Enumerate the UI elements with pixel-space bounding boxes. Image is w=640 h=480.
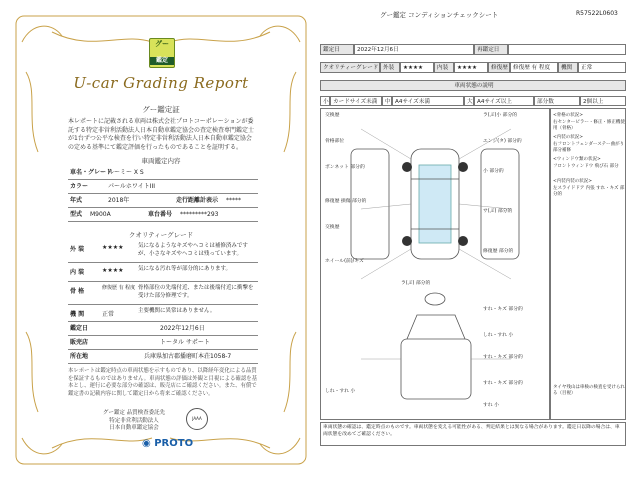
diagram-label: しれ・すれ 小	[483, 333, 514, 338]
signature-block: グー鑑定 品質検査委託先 特定非営利活動法人 日本自動車鑑定協会	[102, 410, 166, 431]
disclaimer-text: 本レポートは鑑定時点の車両状態を示すものであり、以降経年変化による品質を保証するものではありません。車両状態の評価は外観と目視による確認を基本とし、運行に必要な部分の確認は、販売店にご確認ください。また、有償で鑑定書の記載内容に関して鑑定日から将来ご確認ください。	[68, 368, 257, 397]
grade-label: 骨 格	[70, 288, 85, 295]
size-small-label: 小	[320, 96, 330, 106]
exterior-value: ★★★★	[400, 62, 434, 73]
size-medium-value: A4サイズ未満	[392, 96, 464, 106]
diagram-label: ラ(ぶ) 部分的	[401, 281, 431, 286]
vehicle-name-row	[68, 166, 258, 180]
note-line: <骨格の状況>	[553, 113, 584, 118]
engine-label: 機関	[558, 62, 578, 73]
grade-rating: ★★★★	[102, 244, 124, 251]
shop-label: 販売店	[70, 339, 89, 346]
diagram-label: 交換歴	[325, 225, 340, 230]
note-line: <ウィンドウ類の状況>	[553, 157, 601, 162]
repair-value: 修復歴 有 程度	[510, 62, 558, 73]
reinspection-date-value	[508, 44, 626, 55]
reinspection-date-label: 再鑑定日	[474, 44, 508, 55]
date-value: 2022年12月6日	[160, 325, 205, 332]
condition-sheet	[320, 10, 630, 452]
grade-label: 内 装	[70, 269, 85, 276]
diagram-label: すれ・キズ 部分的	[483, 355, 523, 360]
address-value: 兵庫県加古郡播磨町本荘1058-7	[144, 353, 232, 360]
vehicle-color-row	[68, 180, 258, 194]
chassis-label: 車台番号	[148, 211, 173, 218]
diagram-label: ホイール(前)/キズ	[325, 259, 364, 264]
repair-label: 修復歴	[488, 62, 510, 73]
condition-section-title: 車両状態の説明	[320, 80, 626, 91]
diagram-label: すれ・キズ 部分的	[483, 307, 523, 312]
note-line: <内装の状況>	[553, 135, 584, 140]
address-row	[68, 350, 258, 364]
grade-desc: 主要機関に異常はありません。	[138, 308, 216, 314]
size-medium-label: 中	[382, 96, 392, 106]
diagram-label: 小 部分的	[483, 169, 504, 174]
grade-row-interior	[68, 263, 258, 282]
proto-logo: ◉ PROTO	[142, 438, 194, 449]
diagram-label: 交換歴	[325, 113, 340, 118]
vehicle-model-row	[68, 208, 258, 222]
grading-certificate	[8, 10, 314, 472]
size-large-label: 大	[464, 96, 474, 106]
note-line: フロントウィンドウ 飛び石 部分	[553, 164, 619, 169]
diagram-label: エンジ(タ) 部分的	[483, 139, 522, 144]
diagram-label: 修復歴 損傷 部分的	[325, 199, 367, 204]
size-small-value: カードサイズ未満	[330, 96, 382, 106]
diagram-label: ボンネット 部分的	[325, 165, 365, 170]
grade-row-frame	[68, 282, 258, 305]
vehicle-year-value: 2018年	[108, 197, 130, 204]
diagram-label: すれ・キズ 部分的	[483, 381, 523, 386]
notes-panel	[550, 108, 626, 420]
grade-rating: ★★★★	[102, 267, 124, 274]
diagram-label: すれ 小	[483, 403, 499, 408]
report-title: U-car Grading Report	[73, 74, 249, 92]
grade-row-engine	[68, 305, 258, 322]
shop-row	[68, 336, 258, 350]
part-count-label: 部分数	[534, 96, 580, 106]
address-label: 所在地	[70, 353, 89, 360]
grade-desc: 気になる汚れ等が部分的にあります。	[138, 266, 232, 272]
grade-desc: 気になるようなキズやヘコミは補修済みですが、小さなキズやヘコミは残っています。	[138, 243, 248, 257]
mileage-label: 走行距離計表示	[176, 197, 219, 204]
grade-row-exterior	[68, 240, 258, 263]
date-label: 鑑定日	[70, 325, 89, 332]
quality-section-title: クオリティーグレード	[128, 231, 194, 239]
model-label: 型式	[70, 211, 83, 218]
diagram-label: サ(ぶ) 部分的	[483, 209, 513, 214]
sheet-id: R57522L0603	[576, 10, 618, 17]
note-line: タイヤ残山は車検の検査を受けられる（目視）	[553, 385, 625, 396]
grade-label: 外 装	[70, 246, 85, 253]
diagram-label: ラ(ぶ)小 部分的	[483, 113, 518, 118]
report-subtitle: グー鑑定証	[142, 105, 180, 114]
mileage-value: *****	[226, 197, 241, 204]
note-line: 右センターピラー・修正・修正機使用（骨格）	[553, 120, 625, 131]
inspection-date-label: 鑑定日	[320, 44, 354, 55]
quality-grade-label: クオリティーグレード	[320, 62, 380, 73]
grade-desc: 骨格部位の先端付近、または後端付近に衝撃を受けた部分修理です。	[138, 285, 254, 299]
sheet-footer: 車両状態の確認は、鑑定時点のものです。車両状態を変える可能性がある、判定結果とは異なる場合があります。鑑定日以降の場合は、車両状態を改めてご確認ください。	[320, 422, 626, 446]
grade-rating: 正常	[102, 311, 115, 318]
vehicle-color-value: パールホワイトIII	[108, 183, 156, 190]
vehicle-year-row	[68, 194, 258, 208]
interior-label: 内装	[434, 62, 454, 73]
chassis-value: *********293	[180, 211, 219, 218]
model-value: M900A	[90, 211, 111, 218]
sheet-title: グー鑑定 コンディションチェックシート	[380, 11, 499, 19]
date-row	[68, 322, 258, 336]
vehicle-section-title: 車両鑑定内容	[141, 157, 181, 165]
vehicle-name-label: 車名・グレード	[70, 169, 113, 176]
inspection-date-value: 2022年12月6日	[354, 44, 474, 55]
diagram-label: しれ・すれ 小	[325, 389, 356, 394]
vehicle-year-label: 年式	[70, 197, 83, 204]
shop-value: トータル サポート	[160, 339, 210, 346]
engine-value: 正常	[578, 62, 626, 73]
exterior-label: 外装	[380, 62, 400, 73]
note-line: 左スライドドア 内張 すれ・キズ 部分的	[553, 186, 625, 197]
jaaa-seal: JAAA	[186, 408, 208, 430]
vehicle-color-label: カラー	[70, 183, 89, 190]
note-line: 右フロントフェンダーステー曲がり 部分補修	[553, 142, 625, 153]
interior-value: ★★★★	[454, 62, 488, 73]
note-line: <内装内装の状況>	[553, 179, 593, 184]
grade-rating: 修復歴 有 程度	[102, 285, 136, 291]
goo-logo: グー 鑑定	[149, 38, 175, 68]
vehicle-name-value: ルーミー X S	[108, 169, 144, 176]
diagram-label: 修復歴 部分的	[483, 249, 514, 254]
diagram-label: 骨格部位	[325, 139, 345, 144]
grade-label: 機 関	[70, 311, 85, 318]
size-large-value: A4サイズ以上	[474, 96, 534, 106]
intro-text: 本レポートに記載される車両は株式会社プロトコーポレーションが委託する特定非営利活動法人日本自動車鑑定協会の査定検査専門鑑定士が1台ずつ公平な検査を行い特定非営利活動法人日本自動車鑑定協会の定める基準にて鑑定評価を行ったものであることを証明する。	[68, 118, 255, 151]
part-count-value: 2個以上	[580, 96, 626, 106]
vehicle-diagram-panel	[320, 108, 550, 420]
